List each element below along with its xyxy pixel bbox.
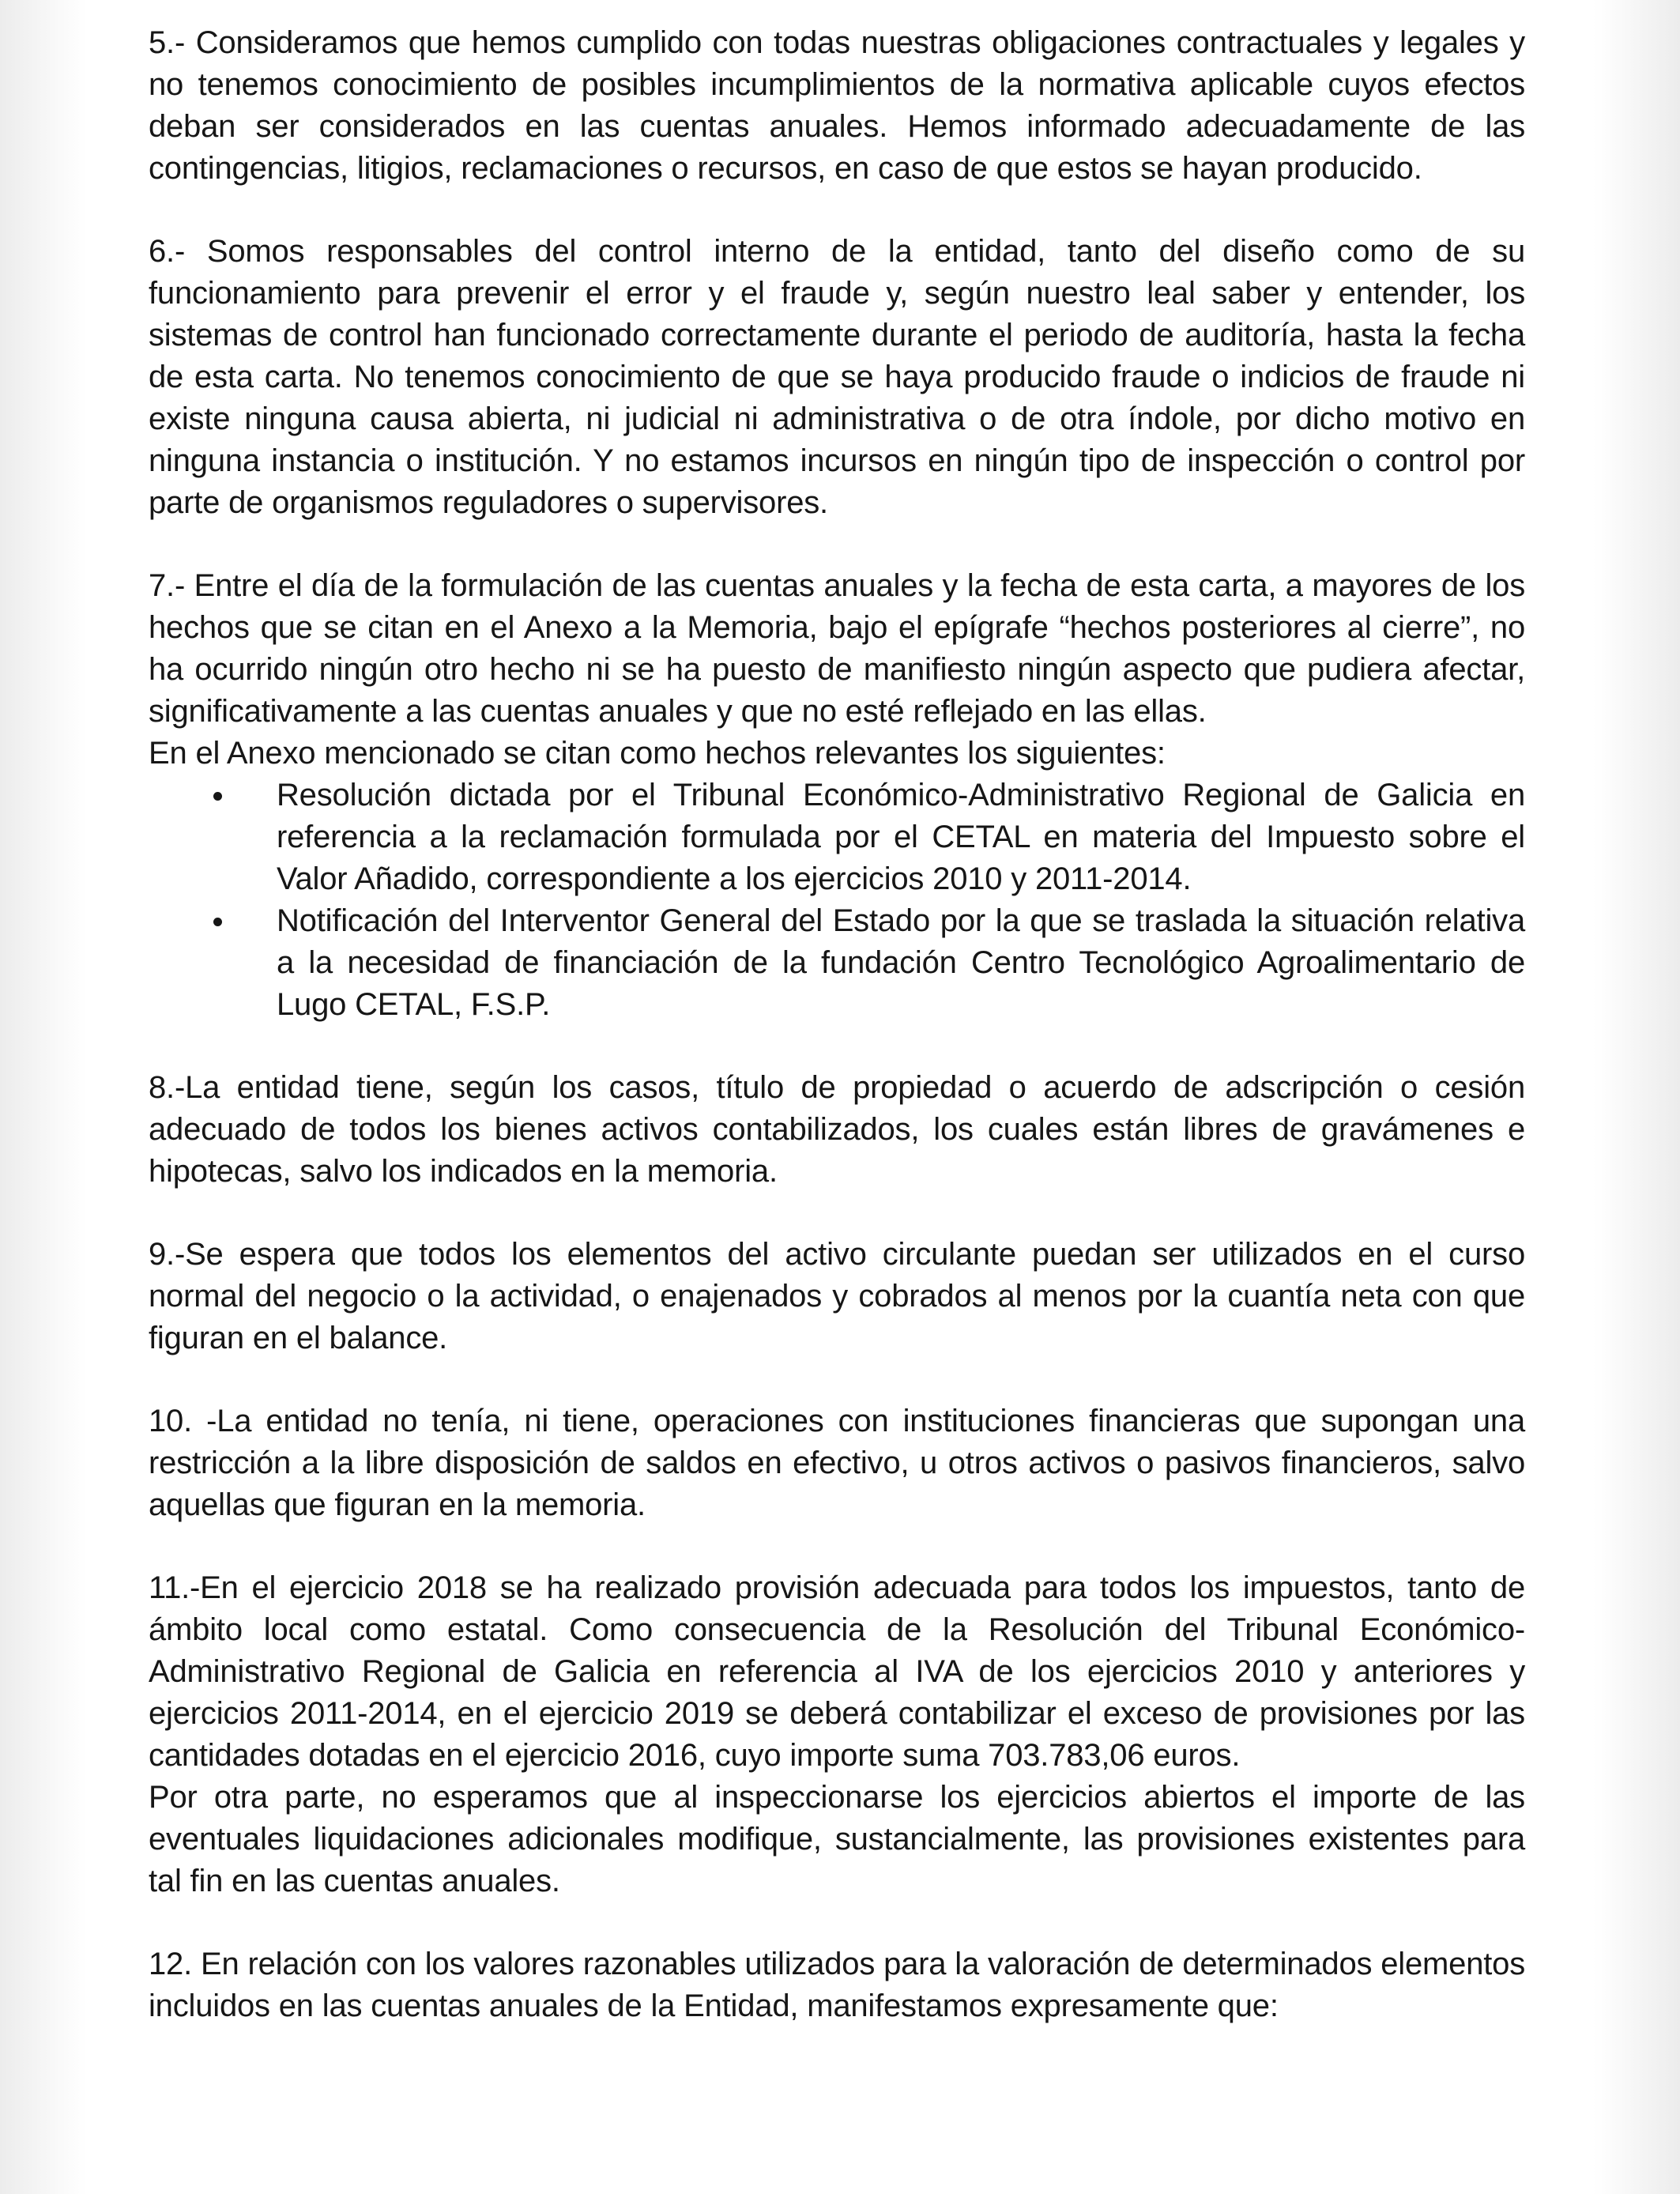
bullet-dot-icon (213, 918, 222, 926)
list-item-text: Notificación del Interventor General del Estado por la que se traslada la situación relativa a la necesidad de financiación de la fundación Centro Tecnológico Agroalimentario de Lugo CETAL, F.S.P. (277, 903, 1525, 1022)
paragraph-11-block (149, 1567, 1525, 1902)
document-body (149, 22, 1525, 2068)
paragraph-7-intro: En el Anexo mencionado se citan como hechos relevantes los siguientes: (149, 736, 1166, 771)
list-item-text: Resolución dictada por el Tribunal Económico-Administrativo Regional de Galicia en referencia a la reclamación formulada por el CETAL en materia del Impuesto sobre el Valor Añadido, correspondiente a los ejercicios 2010 y 2011-2014. (277, 778, 1525, 896)
relevant-facts-list (149, 775, 1525, 1026)
paragraph-7-block (149, 565, 1525, 1026)
paragraph-7: 7.- Entre el día de la formulación de las cuentas anuales y la fecha de esta carta, a mayores de los hechos que se citan en el Anexo a la Memoria, bajo el epígrafe “hechos posteriores al cierre”, no ha ocurrido ningún otro hecho ni se ha puesto de manifiesto ningún aspecto que pudiera afectar, significativamente a las cuentas anuales y que no esté reflejado en las ellas. (149, 568, 1525, 729)
paragraph-6: 6.- Somos responsables del control interno de la entidad, tanto del diseño como de su funcionamiento para prevenir el error y el fraude y, según nuestro leal saber y entender, los sistemas de control han funcionado correctamente durante el periodo de auditoría, hasta la fecha de esta carta. No tenemos conocimiento de que se haya producido fraude o indicios de fraude ni existe ninguna causa abierta, ni judicial ni administrativa o de otra índole, por dicho motivo en ninguna instancia o institución. Y no estamos incursos en ningún tipo de inspección o control por parte de organismos reguladores o supervisores. (149, 234, 1525, 520)
bullet-dot-icon (213, 792, 222, 801)
paragraph-10: 10. -La entidad no tenía, ni tiene, operaciones con instituciones financieras que supongan una restricción a la libre disposición de saldos en efectivo, u otros activos o pasivos financieros, salvo aquellas que figuran en la memoria. (149, 1404, 1525, 1522)
paragraph-9: 9.-Se espera que todos los elementos del activo circulante puedan ser utilizados en el curso normal del negocio o la actividad, o enajenados y cobrados al menos por la cuantía neta con que figuran en el balance. (149, 1237, 1525, 1355)
paragraph-11-continuation: Por otra parte, no esperamos que al inspeccionarse los ejercicios abiertos el importe de las eventuales liquidaciones adicionales modifique, sustancialmente, las provisiones existentes para tal fin en las cuentas anuales. (149, 1780, 1525, 1898)
list-item (149, 900, 1525, 1026)
paragraph-8: 8.-La entidad tiene, según los casos, título de propiedad o acuerdo de adscripción o cesión adecuado de todos los bienes activos contabilizados, los cuales están libres de gravámenes e hipotecas, salvo los indicados en la memoria. (149, 1070, 1525, 1189)
list-item (149, 775, 1525, 900)
paragraph-11: 11.-En el ejercicio 2018 se ha realizado provisión adecuada para todos los impuestos, tanto de ámbito local como estatal. Como consecuencia de la Resolución del Tribunal Económico-Administrativo Regional de Galicia en referencia al IVA de los ejercicios 2010 y anteriores y ejercicios 2011-2014, en el ejercicio 2019 se deberá contabilizar el exceso de provisiones por las cantidades dotadas en el ejercicio 2016, cuyo importe suma 703.783,06 euros. (149, 1570, 1525, 1773)
scan-shadow-left (0, 0, 87, 2194)
paragraph-12: 12. En relación con los valores razonables utilizados para la valoración de determinados elementos incluidos en las cuentas anuales de la Entidad, manifestamos expresamente que: (149, 1947, 1525, 2023)
scan-shadow-right (1593, 0, 1680, 2194)
paragraph-5: 5.- Consideramos que hemos cumplido con todas nuestras obligaciones contractuales y legales y no tenemos conocimiento de posibles incumplimientos de la normativa aplicable cuyos efectos deban ser considerados en las cuentas anuales. Hemos informado adecuadamente de las contingencias, litigios, reclamaciones o recursos, en caso de que estos se hayan producido. (149, 25, 1525, 186)
